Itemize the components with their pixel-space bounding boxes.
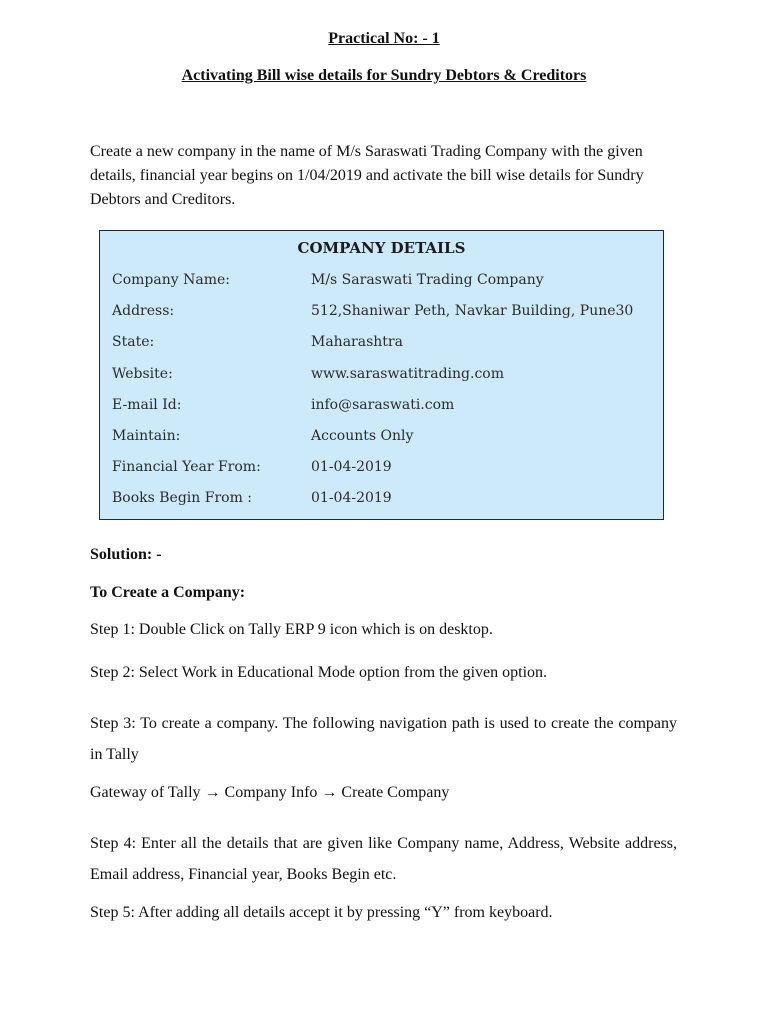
detail-value: info@saraswati.com	[311, 397, 455, 413]
step-2: Step 2: Select Work in Educational Mode option from the given option.	[90, 664, 548, 681]
detail-label: E-mail Id:	[112, 397, 182, 413]
company-details-title: COMPANY DETAILS	[297, 239, 466, 257]
detail-label: Financial Year From:	[112, 459, 261, 475]
detail-label: Website:	[112, 366, 173, 382]
detail-label: Company Name:	[112, 272, 230, 288]
detail-value: 512,Shaniwar Peth, Navkar Building, Pune30	[311, 303, 634, 319]
navigation-path: Gateway of Tally → Company Info → Create Company	[90, 784, 450, 801]
detail-value: M/s Saraswati Trading Company	[311, 272, 544, 288]
intro-paragraph: Create a new company in the name of M/s Saraswati Trading Company with the given details, financial year begins on 1/04/2019 and activate the bill wise details for Sundry Debtors and Creditors.	[90, 143, 644, 208]
step-5: Step 5: After adding all details accept it by pressing “Y” from keyboard.	[90, 904, 553, 921]
company-details-box	[99, 230, 664, 520]
detail-value: www.saraswatitrading.com	[311, 366, 505, 382]
step-3: Step 3: To create a company. The following navigation path is used to create the company in Tally	[90, 715, 677, 763]
detail-label: Maintain:	[112, 428, 181, 444]
practical-number-title: Practical No: - 1	[328, 30, 440, 47]
detail-value: 01-04-2019	[311, 459, 392, 475]
solution-heading: Solution: -	[90, 546, 162, 563]
detail-value: 01-04-2019	[311, 490, 392, 506]
create-company-heading: To Create a Company:	[90, 584, 246, 601]
step-4: Step 4: Enter all the details that are given like Company name, Address, Website address, Email address, Financial year, Books Begin etc.	[90, 835, 677, 883]
detail-label: State:	[112, 334, 155, 350]
detail-value: Accounts Only	[311, 428, 414, 444]
detail-label: Books Begin From :	[112, 490, 253, 506]
step-1: Step 1: Double Click on Tally ERP 9 icon which is on desktop.	[90, 621, 493, 638]
detail-label: Address:	[112, 303, 175, 319]
practical-subtitle: Activating Bill wise details for Sundry Debtors & Creditors	[181, 67, 587, 84]
detail-value: Maharashtra	[311, 334, 403, 350]
